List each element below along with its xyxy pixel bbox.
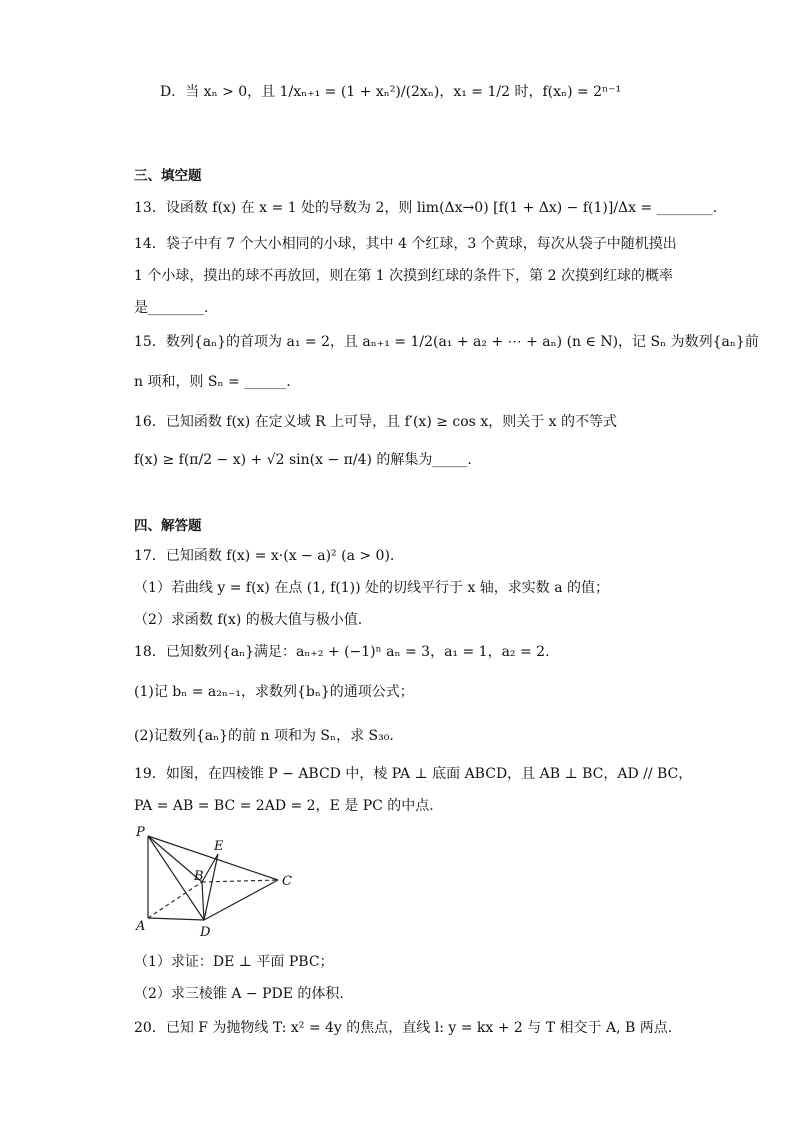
figure-label-p: P (136, 825, 145, 840)
pyramid-figure (134, 822, 314, 944)
figure-label-c: C (282, 874, 292, 889)
question-15-line-2: n 项和，则 Sₙ = ______. (134, 374, 291, 390)
question-18: 18．已知数列{aₙ}满足：aₙ₊₂ + (−1)ⁿ aₙ = 3，a₁ = 1，a₂ = 2. (134, 644, 550, 660)
question-18-part-1: (1)记 bₙ = a₂ₙ₋₁，求数列{bₙ}的通项公式； (134, 684, 414, 700)
question-14-line-3: 是________. (134, 300, 209, 316)
figure-label-d: D (200, 925, 211, 940)
section-heading-solutions: 四、解答题 (134, 518, 202, 534)
option-d: D．当 xₙ > 0，且 1/xₙ₊₁ = (1 + xₙ²)/(2xₙ)，x₁ = 1/2 时，f(xₙ) = 2ⁿ⁻¹ (160, 84, 622, 100)
question-15-line-1: 15．数列{aₙ}的首项为 a₁ = 2，且 aₙ₊₁ = 1/2(a₁ + a₂ + ⋯ + aₙ) (n ∈ N)，记 Sₙ 为数列{aₙ}前 (134, 334, 759, 350)
question-20: 20．已知 F 为抛物线 T: x² = 4y 的焦点，直线 l: y = kx + 2 与 T 相交于 A, B 两点. (134, 1020, 673, 1036)
question-16-line-1: 16．已知函数 f(x) 在定义域 R 上可导，且 f′(x) ≥ cos x，则关于 x 的不等式 (134, 414, 618, 430)
question-14-line-1: 14．袋子中有 7 个大小相同的小球，其中 4 个红球，3 个黄球，每次从袋子中随机摸出 (134, 236, 677, 252)
question-18-part-2: (2)记数列{aₙ}的前 n 项和为 Sₙ，求 S₃₀. (134, 728, 394, 744)
question-19-line-1: 19．如图，在四棱锥 P − ABCD 中，棱 PA ⊥ 底面 ABCD，且 AB ⊥ BC，AD // BC， (134, 766, 693, 782)
question-19-part-1: （1）求证：DE ⊥ 平面 PBC； (134, 954, 334, 970)
figure-label-b: B (194, 869, 204, 884)
question-17-part-2: （2）求函数 f(x) 的极大值与极小值. (134, 612, 363, 628)
question-19-part-2: （2）求三棱锥 A − PDE 的体积. (134, 986, 344, 1002)
question-17-part-1: （1）若曲线 y = f(x) 在点 (1, f(1)) 处的切线平行于 x 轴，求实数 a 的值； (134, 580, 610, 596)
question-17: 17．已知函数 f(x) = x·(x − a)² (a > 0). (134, 548, 395, 564)
question-16-line-2: f(x) ≥ f(π/2 − x) + √2 sin(x − π/4) 的解集为_____. (134, 452, 472, 468)
question-13: 13．设函数 f(x) 在 x = 1 处的导数为 2，则 lim(Δx→0) [f(1 + Δx) − f(1)]/Δx = ________. (134, 200, 718, 216)
section-heading-fill-in: 三、填空题 (134, 168, 202, 184)
question-19-line-2: PA = AB = BC = 2AD = 2，E 是 PC 的中点. (134, 798, 434, 814)
figure-label-e: E (214, 839, 224, 854)
figure-label-a: A (136, 919, 146, 934)
question-14-line-2: 1 个小球，摸出的球不再放回，则在第 1 次摸到红球的条件下，第 2 次摸到红球的概率 (134, 268, 673, 284)
